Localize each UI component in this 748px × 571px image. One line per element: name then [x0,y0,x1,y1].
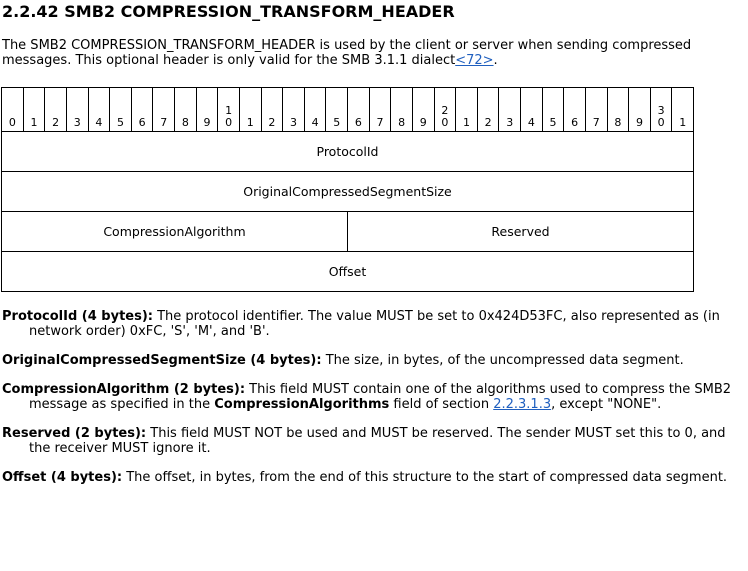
definition-text: , except "NONE". [551,397,662,412]
bit-cell [110,88,132,132]
bit-cell [629,88,651,132]
intro-paragraph [2,38,742,68]
bit-cell [66,88,88,132]
definition-offset [2,470,746,485]
bit-ruler [2,88,694,132]
bit-cell [239,88,261,132]
bit-cell [131,88,153,132]
bit-cell [348,88,370,132]
bit-ones: 6 [571,116,579,129]
bit-tens: 2 [441,104,449,117]
bit-cell [564,88,586,132]
section-title: 2.2.42 SMB2 COMPRESSION_TRANSFORM_HEADER [2,2,455,21]
bit-tens: 3 [657,104,665,117]
intro-end: . [493,53,498,68]
definition-text: field of section [389,397,494,412]
bit-cell [196,88,218,132]
field-offset: Offset [2,252,694,292]
bit-cell [283,88,305,132]
bit-cell [88,88,110,132]
definition-compression-algorithm [2,382,746,412]
bit-ones: 2 [484,116,492,129]
bit-cell [218,88,240,132]
bit-ones: 8 [398,116,406,129]
bit-cell [456,88,478,132]
bit-cell [477,88,499,132]
bit-ones: 8 [614,116,622,129]
bit-cell [434,88,456,132]
definition-reserved [2,426,746,456]
bit-ones: 5 [116,116,124,129]
definition-text: The protocol identifier. The value MUST be set to 0x424D53FC, also represented as (in network order) 0xFC, 'S', 'M', and 'B'. [29,309,720,339]
bit-ones: 3 [506,116,514,129]
bit-ones: 0 [441,116,449,129]
bit-ones: 3 [73,116,81,129]
bit-ones: 4 [95,116,103,129]
bit-ones: 6 [354,116,362,129]
bit-ones: 7 [592,116,600,129]
bit-cell [672,88,694,132]
bit-ones: 3 [289,116,297,129]
bit-ones: 0 [225,116,233,129]
bit-tens: 1 [225,104,233,117]
term: Reserved (2 bytes): [2,426,147,441]
bit-ones: 1 [679,116,687,129]
bit-cell [2,88,24,132]
bit-cell [175,88,197,132]
field-original-compressed-segment-size: OriginalCompressedSegmentSize [2,172,694,212]
bit-cell [326,88,348,132]
bit-cell [542,88,564,132]
bit-ones: 2 [268,116,276,129]
intro-text: The SMB2 COMPRESSION_TRANSFORM_HEADER is used by the client or server when sending compressed messages. This optional header is only valid for the SMB 3.1.1 dialect [2,38,692,68]
bit-ones: 7 [160,116,168,129]
bit-cell [499,88,521,132]
term: ProtocolId (4 bytes): [2,309,153,324]
bit-cell [45,88,67,132]
bit-ones: 0 [8,116,16,129]
term: CompressionAlgorithm (2 bytes): [2,382,246,397]
section-link[interactable]: 2.2.3.1.3 [493,397,552,412]
bit-ones: 4 [311,116,319,129]
field-reference: CompressionAlgorithms [214,397,390,412]
bit-cell [261,88,283,132]
bit-cell [412,88,434,132]
footnote-link[interactable]: <72> [455,53,494,68]
bit-cell [23,88,45,132]
packet-diagram [1,87,694,292]
bit-cell [585,88,607,132]
bit-ones: 9 [203,116,211,129]
bit-cell [304,88,326,132]
bit-cell [607,88,629,132]
bit-ones: 1 [246,116,254,129]
definition-text: This field MUST NOT be used and MUST be reserved. The sender MUST set this to 0, and the receiver MUST ignore it. [29,426,726,456]
definition-text: The offset, in bytes, from the end of this structure to the start of compressed data segment. [122,470,728,485]
bit-ones: 5 [549,116,557,129]
bit-ones: 1 [462,116,470,129]
term: OriginalCompressedSegmentSize (4 bytes): [2,353,322,368]
definitions-list [2,309,746,499]
field-protocol-id: ProtocolId [2,132,694,172]
definition-text: This field MUST contain one of the algorithms used to compress the SMB2 message as specified in the [29,382,732,412]
bit-ones: 8 [181,116,189,129]
bit-ones: 9 [419,116,427,129]
bit-ones: 9 [635,116,643,129]
definition-text: The size, in bytes, of the uncompressed data segment. [321,353,684,368]
bit-ones: 7 [376,116,384,129]
field-compression-algorithm: CompressionAlgorithm [2,212,348,252]
bit-cell [521,88,543,132]
definition-original-size [2,353,746,368]
bit-cell [153,88,175,132]
term: Offset (4 bytes): [2,470,123,485]
bit-ones: 1 [30,116,38,129]
bit-cell [391,88,413,132]
bit-ones: 6 [138,116,146,129]
definition-protocol-id [2,309,746,339]
bit-ones: 4 [527,116,535,129]
bit-cell [369,88,391,132]
bit-ones: 5 [333,116,341,129]
bit-ones: 2 [52,116,60,129]
field-reserved: Reserved [348,212,694,252]
bit-ones: 0 [657,116,665,129]
bit-cell [650,88,672,132]
